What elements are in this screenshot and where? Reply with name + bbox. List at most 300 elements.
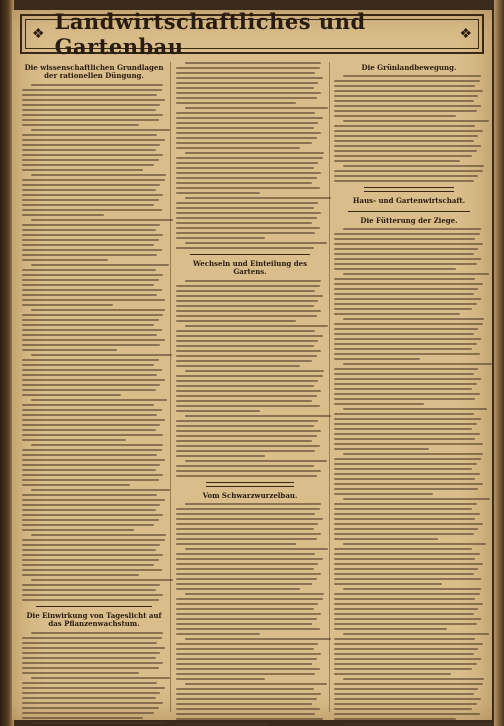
text-line [334,653,474,655]
text-line [176,708,320,710]
text-line [176,663,312,665]
text-line [176,668,320,670]
text-line [22,637,162,639]
text-line [176,628,320,630]
text-line [343,588,481,590]
text-line [22,279,159,281]
text-line [22,499,165,501]
text-line [334,283,483,285]
text-line [22,514,163,516]
text-line [176,212,321,214]
text-line [334,135,478,137]
text-line [334,413,474,415]
text-line [343,408,487,410]
text-line [22,299,165,301]
text-line [22,707,159,709]
article-heading: Die Fütterung der Ziege. [360,215,458,225]
text-line [22,169,143,171]
text-line [334,418,481,420]
text-line [334,448,429,450]
text-line [22,564,154,566]
text-line [185,503,321,505]
text-line [22,702,163,704]
text-line [22,109,156,111]
text-line [31,444,163,446]
text-line [22,369,162,371]
text-line [334,538,438,540]
text-line [22,529,134,531]
text-line [176,217,317,219]
text-line [334,688,478,690]
text-line [31,677,171,679]
text-line [334,115,456,117]
text-line [22,599,159,601]
text-line [334,323,483,325]
text-line [334,105,481,107]
text-line [176,518,323,520]
text-line [22,589,156,591]
text-line [176,162,318,164]
text-line [176,182,312,184]
text-line [176,643,318,645]
text-line [176,202,318,204]
text-line [343,165,484,167]
section-divider [364,187,454,192]
text-line [22,374,157,376]
text-line [31,489,171,491]
text-line [31,722,166,724]
text-line [22,134,157,136]
text-line [176,102,296,104]
text-line [176,523,318,525]
text-line [22,682,157,684]
text-line [334,288,478,290]
text-line [185,548,329,550]
text-line [22,549,156,551]
text-line [22,179,165,181]
text-line [176,558,323,560]
text-line [334,613,474,615]
text-line [31,219,174,221]
section-masthead [20,9,484,59]
text-line [22,519,159,521]
text-line [22,657,156,659]
text-line [22,559,159,561]
text-line [22,214,104,216]
text-line [334,343,477,345]
text-line [176,87,314,89]
text-line [176,568,314,570]
text-line [343,318,484,320]
text-line [176,360,312,362]
text-line [22,89,162,91]
text-line [334,503,477,505]
article-body [22,84,166,601]
text-line [31,579,174,581]
text-line [22,642,157,644]
text-line [176,237,265,239]
text-line [185,280,321,282]
text-line [22,662,163,664]
text-line [176,465,314,467]
text-line [176,553,315,555]
text-line [334,258,481,260]
text-line [334,155,472,157]
text-line [334,513,480,515]
text-line [185,593,324,595]
text-line [176,365,300,367]
article-body [176,280,324,477]
text-line [22,274,163,276]
text-line [176,405,320,407]
text-line [343,543,486,545]
text-line [334,145,481,147]
text-line [334,278,475,280]
text-line [334,268,456,270]
text-line [22,424,160,426]
text-line [334,713,480,715]
text-line [22,334,157,336]
text-line [334,150,477,152]
text-line [22,234,163,236]
text-line [22,594,163,596]
text-line [176,132,321,134]
text-line [334,373,474,375]
text-line [334,383,477,385]
text-line [334,698,481,700]
text-line [22,454,157,456]
text-line [176,315,317,317]
text-line [334,563,483,565]
text-line [22,687,165,689]
text-line [22,144,160,146]
article-heading: Vom Schwarzwurzelbau. [202,490,298,500]
text-line [176,97,317,99]
text-line [22,124,139,126]
text-line [22,119,159,121]
text-line [176,718,323,720]
text-line [22,204,154,206]
text-line [334,393,480,395]
text-line [22,409,162,411]
text-line [334,293,474,295]
text-line [31,354,172,356]
article-divider [190,254,310,255]
text-line [176,573,321,575]
text-line [176,723,269,725]
text-line [176,355,317,357]
text-line [176,420,318,422]
text-line [176,698,317,700]
text-line [22,429,156,431]
text-line [22,339,165,341]
text-line [22,154,163,156]
text-line [176,440,312,442]
text-line [334,125,475,127]
text-line [334,458,481,460]
text-line [176,538,317,540]
text-line [334,298,481,300]
text-line [22,464,160,466]
text-line [334,533,474,535]
text-line [334,708,472,710]
text-line [334,648,478,650]
text-line [334,618,481,620]
text-line [176,653,321,655]
text-line [176,513,315,515]
text-line [176,618,317,620]
text-line [176,232,315,234]
text-line [334,483,483,485]
text-line [22,104,160,106]
text-line [185,370,324,372]
text-line [22,94,157,96]
column-rule-1 [170,62,171,712]
text-line [176,533,321,535]
text-line [343,228,481,230]
text-line [334,423,477,425]
text-line [334,443,483,445]
text-line [22,692,160,694]
text-line [176,543,296,545]
section-heading: Haus- und Gartenwirtschaft. [352,196,466,206]
text-line [334,348,472,350]
text-line [185,152,324,154]
text-line [334,523,483,525]
ornament-right-icon: ❖ [459,26,472,42]
text-line [334,90,483,92]
text-line [22,324,154,326]
text-line [22,419,165,421]
text-line [22,149,156,151]
text-line [334,333,474,335]
text-line [334,398,475,400]
text-line [334,110,477,112]
text-line [22,114,163,116]
text-line [334,573,474,575]
text-line [185,683,327,685]
text-line [22,99,165,101]
text-line [176,247,314,249]
text-line [176,673,315,675]
text-line [334,313,460,315]
text-line [176,430,321,432]
text-line [334,693,474,695]
text-line [22,484,130,486]
scan-right-edge [494,0,504,726]
text-line [334,80,480,82]
text-line [334,263,477,265]
text-line [185,62,321,64]
text-line [176,285,320,287]
text-line [176,385,314,387]
text-line [176,310,321,312]
article-body [22,632,166,726]
text-line [334,160,460,162]
text-line [334,368,478,370]
text-line [334,643,483,645]
text-line [176,72,315,74]
text-line [176,380,318,382]
text-line [334,308,472,310]
text-line [22,672,139,674]
text-line [176,67,320,69]
article-body [176,62,324,249]
text-line [334,568,478,570]
text-line [31,174,166,176]
text-line [176,375,323,377]
text-line [176,613,321,615]
text-line [334,488,478,490]
text-line [22,459,165,461]
text-line [334,658,481,660]
text-line [31,399,168,401]
text-line [176,583,312,585]
text-line [334,683,483,685]
article-heading: Die Einwirkung von Tageslicht auf das Pflanzenwachstum. [26,610,162,629]
text-line [176,410,260,412]
text-line [334,603,483,605]
text-line [176,300,318,302]
text-line [22,249,162,251]
text-line [334,438,475,440]
text-line [185,415,332,417]
text-line [334,358,420,360]
text-line [334,598,475,600]
text-line [176,320,296,322]
article-heading: Die wissenschaftlichen Grundlagen der rationellen Düngung. [24,63,164,81]
text-line [334,493,433,495]
text-line [176,147,300,149]
text-line [22,574,139,576]
text-line [334,85,475,87]
text-line [334,170,483,172]
text-line [343,498,490,500]
text-line [176,92,321,94]
text-line [176,137,317,139]
text-line [334,608,478,610]
text-line [22,184,160,186]
text-line [22,414,157,416]
text-line [31,264,169,266]
text-line [22,439,126,441]
text-line [176,395,317,397]
text-line [22,314,163,316]
column-3 [334,62,484,712]
text-line [22,474,163,476]
text-line [334,463,477,465]
text-line [22,294,157,296]
text-line [22,229,156,231]
text-line [334,388,472,390]
text-line [22,254,157,256]
text-line [176,167,314,169]
text-line [176,563,318,565]
article-divider [36,606,152,607]
text-line [22,404,154,406]
text-line [22,344,160,346]
text-line [176,703,312,705]
text-line [334,553,480,555]
text-line [176,528,314,530]
text-line [31,632,163,634]
article-body [334,75,484,182]
text-line [334,253,474,255]
text-line [176,633,260,635]
text-line [334,478,475,480]
text-line [334,668,472,670]
text-line [176,588,300,590]
text-line [22,244,154,246]
ornament-left-icon: ❖ [32,26,45,42]
text-line [176,187,320,189]
column-rule-2 [329,62,330,712]
text-line [343,453,483,455]
text-line [22,189,156,191]
text-line [176,192,260,194]
text-line [22,164,154,166]
text-line [176,713,315,715]
text-line [22,329,162,331]
text-line [176,475,317,477]
text-line [176,227,320,229]
text-line [22,647,165,649]
text-line [334,718,456,720]
text-line [343,120,489,122]
text-line [22,384,160,386]
text-line [22,554,163,556]
text-line [176,82,318,84]
text-line [176,400,312,402]
text-line [334,548,472,550]
text-line [334,233,480,235]
article-heading: Wechseln und Einteilung des Gartens. [192,259,308,277]
text-line [334,238,475,240]
text-line [176,608,314,610]
text-line [176,122,318,124]
text-line [22,697,156,699]
text-line [22,717,143,719]
text-line [22,584,160,586]
article-divider [206,482,294,487]
text-line [22,284,154,286]
text-line [176,77,323,79]
text-line [22,349,117,351]
text-line [334,130,483,132]
text-line [334,638,475,640]
text-line [334,353,480,355]
text-line [22,289,162,291]
text-line [176,290,315,292]
text-line [176,425,314,427]
text-line [176,623,312,625]
text-line [334,673,451,675]
text-line [176,295,323,297]
text-line [22,359,159,361]
text-line [176,658,317,660]
text-line [334,508,472,510]
article-heading: Die Grünlandbewegung. [361,63,457,72]
text-line [334,628,447,630]
text-line [176,693,321,695]
text-line [343,723,492,725]
text-line [334,558,475,560]
text-line [334,140,474,142]
column-2 [176,62,324,712]
text-line [176,330,315,332]
text-line [22,652,160,654]
text-line [22,269,156,271]
